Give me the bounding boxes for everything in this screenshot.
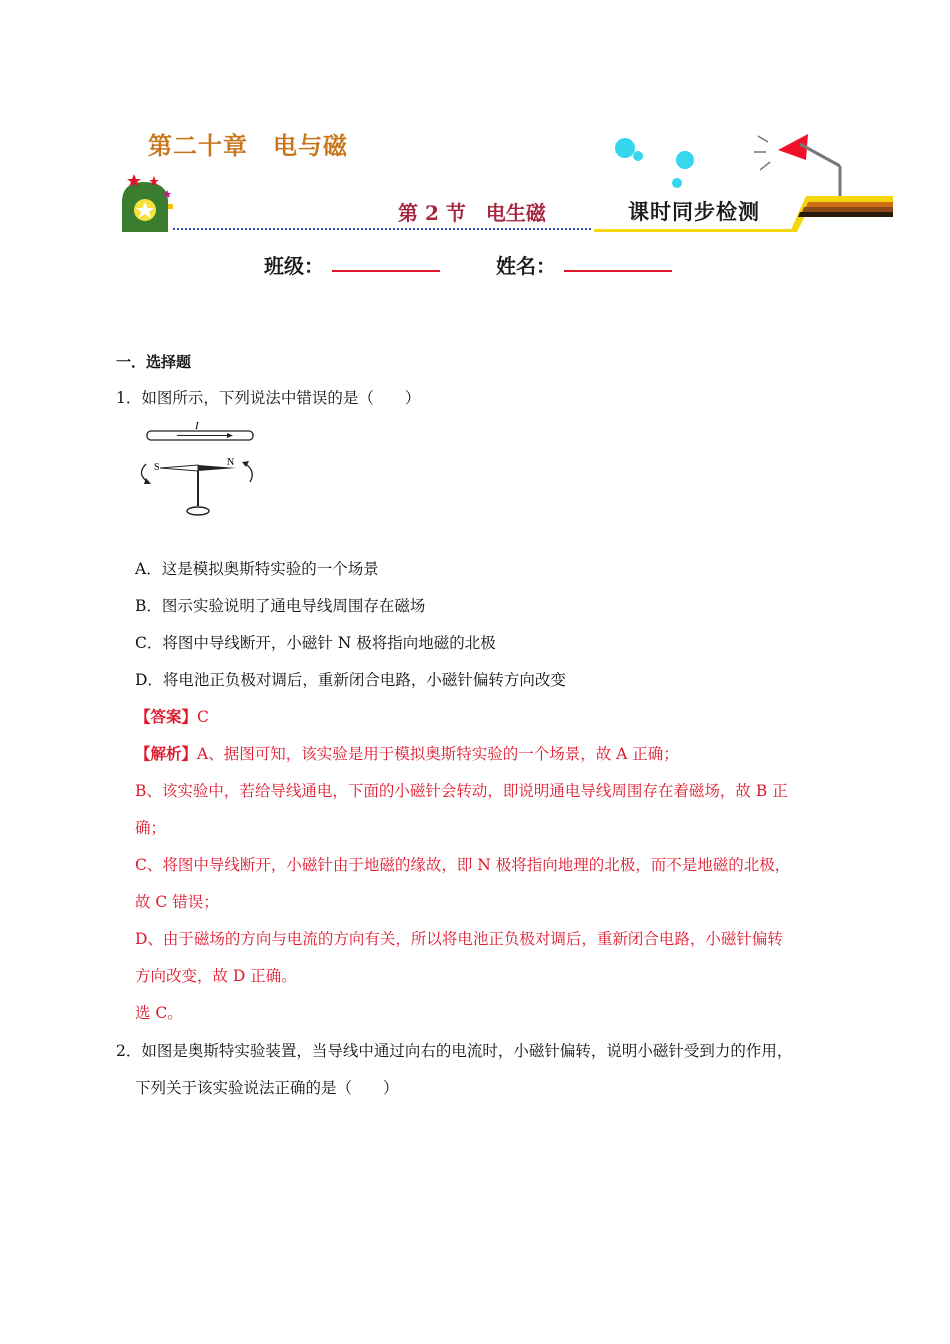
answer-tag: 【答案】 [135,707,198,726]
q1-analysis-line: 方向改变，故 D 正确。 [135,967,297,985]
q1-option-c: C．将图中导线断开，小磁针 N 极将指向地磁的北极 [135,634,496,652]
sync-label: 课时同步检测 [628,199,760,224]
q1-analysis-line: B、该实验中，若给导线通电，下面的小磁针会转动，即说明通电导线周围存在着磁场，故 B 正 [135,782,788,800]
q1-stem: 1．如图所示，下列说法中错误的是（ ） [116,389,421,407]
answer-value: C [197,708,209,726]
q1-option-a: A．这是模拟奥斯特实验的一个场景 [135,560,379,578]
class-field[interactable] [332,270,440,272]
analysis-text: A、据图可知，该实验是用于模拟奥斯特实验的一个场景，故 A 正确； [197,745,679,763]
pole-s-label: S [154,462,160,473]
analysis-tag: 【解析】 [135,744,198,763]
decor-dot [633,151,643,161]
q1-figure [132,414,262,524]
q2-stem-line1: 2．如图是奥斯特实验装置，当导线中通过向右的电流时，小磁针偏转，说明小磁针受到力的作用， [116,1042,793,1060]
q1-analysis-line: 确； [135,819,167,837]
q1-analysis-line: 选 C。 [135,1004,183,1022]
q1-option-b: B．图示实验说明了通电导线周围存在磁场 [135,597,426,615]
q2-stem-line2: 下列关于该实验说法正确的是（ ） [135,1079,399,1097]
q1-option-d: D．将电池正负极对调后，重新闭合电路，小磁针偏转方向改变 [135,671,566,689]
q1-analysis-line [135,742,679,764]
decor-dot [676,151,694,169]
decor-dot [672,178,682,188]
q1-analysis-line: C、将图中导线断开，小磁针由于地磁的缘故，即 N 极将指向地理的北极，而不是地磁的北极， [135,856,791,874]
lamp-icon [754,134,840,198]
name-label: 姓名： [496,254,556,278]
star-badge-icon [122,174,173,232]
pole-n-label: N [227,457,235,468]
section-title: 第 2 节 电生磁 [398,201,546,225]
decor-dot [615,138,635,158]
name-field[interactable] [564,270,672,272]
q1-analysis-line: D、由于磁场的方向与电流的方向有关，所以将电池正负极对调后，重新闭合电路，小磁针偏转 [135,930,783,948]
q1-analysis-line: 故 C 错误； [135,893,219,911]
class-label: 班级： [264,254,324,278]
chapter-title: 第二十章 电与磁 [148,131,348,160]
section-heading: 一．选择题 [116,353,192,371]
current-label: I [195,420,199,432]
q1-answer [135,705,209,727]
oersted-apparatus-figure [132,414,262,524]
